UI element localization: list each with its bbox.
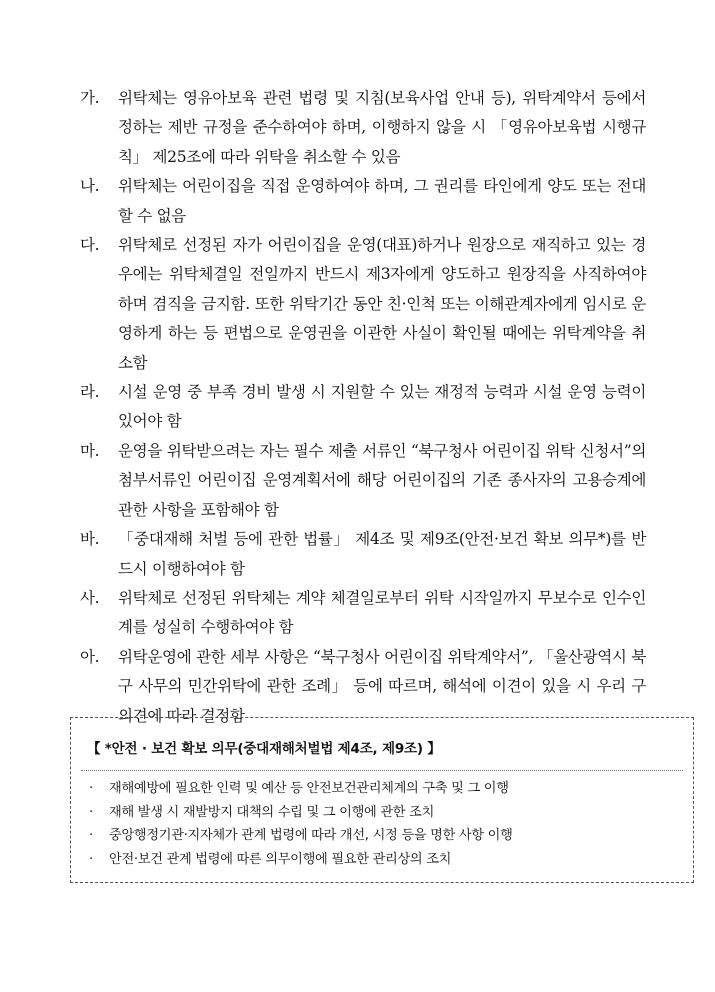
item-marker: 바. xyxy=(80,530,100,549)
conditions-list xyxy=(80,84,646,731)
bullet-dot: · xyxy=(89,828,93,844)
bullet-text: 중앙행정기관·지자체가 관계 법령에 따라 개선, 시정 등을 명한 사항 이행 xyxy=(109,828,513,844)
bullet-text: 재해예방에 필요한 인력 및 예산 등 안전보건관리체계의 구축 및 그 이행 xyxy=(109,781,509,796)
list-item xyxy=(80,84,646,172)
list-item xyxy=(80,584,646,643)
bullet-dot: · xyxy=(89,804,93,820)
list-item xyxy=(89,824,685,848)
list-item xyxy=(89,777,685,801)
item-text: 위탁운영에 관한 세부 사항은 “북구청사 어린이집 위탁계약서”, 「울산광역시 북구 사무의 민간위탁에 관한 조례」 등에 따르며, 해석에 이견이 있을 시 우리 구 의견에 따라 결정함 xyxy=(118,647,646,725)
list-item xyxy=(89,848,685,872)
item-text: 시설 운영 중 부족 경비 발생 시 지원할 수 있는 재정적 능력과 시설 운영 능력이 있어야 함 xyxy=(118,383,646,431)
item-marker: 다. xyxy=(80,236,100,255)
bullet-dot: · xyxy=(89,781,93,796)
item-marker: 아. xyxy=(80,647,100,666)
list-item xyxy=(80,231,646,378)
item-text: 「중대재해 처벌 등에 관한 법률」 제4조 및 제9조(안전·보건 확보 의무*)를 반드시 이행하여야 함 xyxy=(118,530,646,578)
bullet-text: 안전·보건 관계 법령에 따른 의무이행에 필요한 관리상의 조치 xyxy=(109,852,452,868)
list-item xyxy=(80,378,646,437)
item-marker: 마. xyxy=(80,441,100,460)
item-marker: 나. xyxy=(80,177,100,196)
item-marker: 라. xyxy=(80,383,100,402)
item-text: 위탁체로 선정된 자가 어린이집을 운영(대표)하거나 원장으로 재직하고 있는 경우에는 위탁체결일 전일까지 반드시 제3자에게 양도하고 원장직을 사직하여야 하며 겸직을 금지함. 또한 위탁기간 동안 친·인척 또는 이해관계자에게 임시로 운영하게 하는 등 편법으로 운영권을 이관한 사실이 확인될 때에는 위탁계약을 취소함 xyxy=(118,236,646,372)
item-marker: 가. xyxy=(80,89,100,107)
item-text: 위탁체는 어린이집을 직접 운영하여야 하며, 그 권리를 타인에게 양도 또는 전대할 수 없음 xyxy=(118,177,646,225)
list-item xyxy=(80,525,646,584)
item-marker: 사. xyxy=(80,588,100,607)
divider xyxy=(81,770,683,771)
list-item xyxy=(80,172,646,231)
note-box-title: 【 *안전 · 보건 확보 의무(중대재해처벌법 제4조, 제9조) 】 xyxy=(87,741,441,757)
item-text: 위탁체는 영유아보육 관련 법령 및 지침(보육사업 안내 등), 위탁계약서 등에서 정하는 제반 규정을 준수하여야 하며, 이행하지 않을 시 「영유아보육법 시행규칙」 제25조에 따라 위탁을 취소할 수 있음 xyxy=(118,89,646,166)
item-text: 위탁체로 선정된 위탁체는 계약 체결일로부터 위탁 시작일까지 무보수로 인수인계를 성실히 수행하여야 함 xyxy=(118,588,646,637)
bullet-dot: · xyxy=(89,852,93,868)
bullet-text: 재해 발생 시 재발방지 대책의 수립 및 그 이행에 관한 조치 xyxy=(109,804,435,820)
note-bullet-list xyxy=(89,777,685,872)
safety-duty-note-box xyxy=(70,717,694,883)
list-item xyxy=(80,437,646,525)
list-item xyxy=(89,801,685,825)
item-text: 운영을 위탁받으려는 자는 필수 제출 서류인 “북구청사 어린이집 위탁 신청서”의 첨부서류인 어린이집 운영계획서에 해당 어린이집의 기존 종사자의 고용승계에 관한 사항을 포함해야 함 xyxy=(118,441,646,519)
